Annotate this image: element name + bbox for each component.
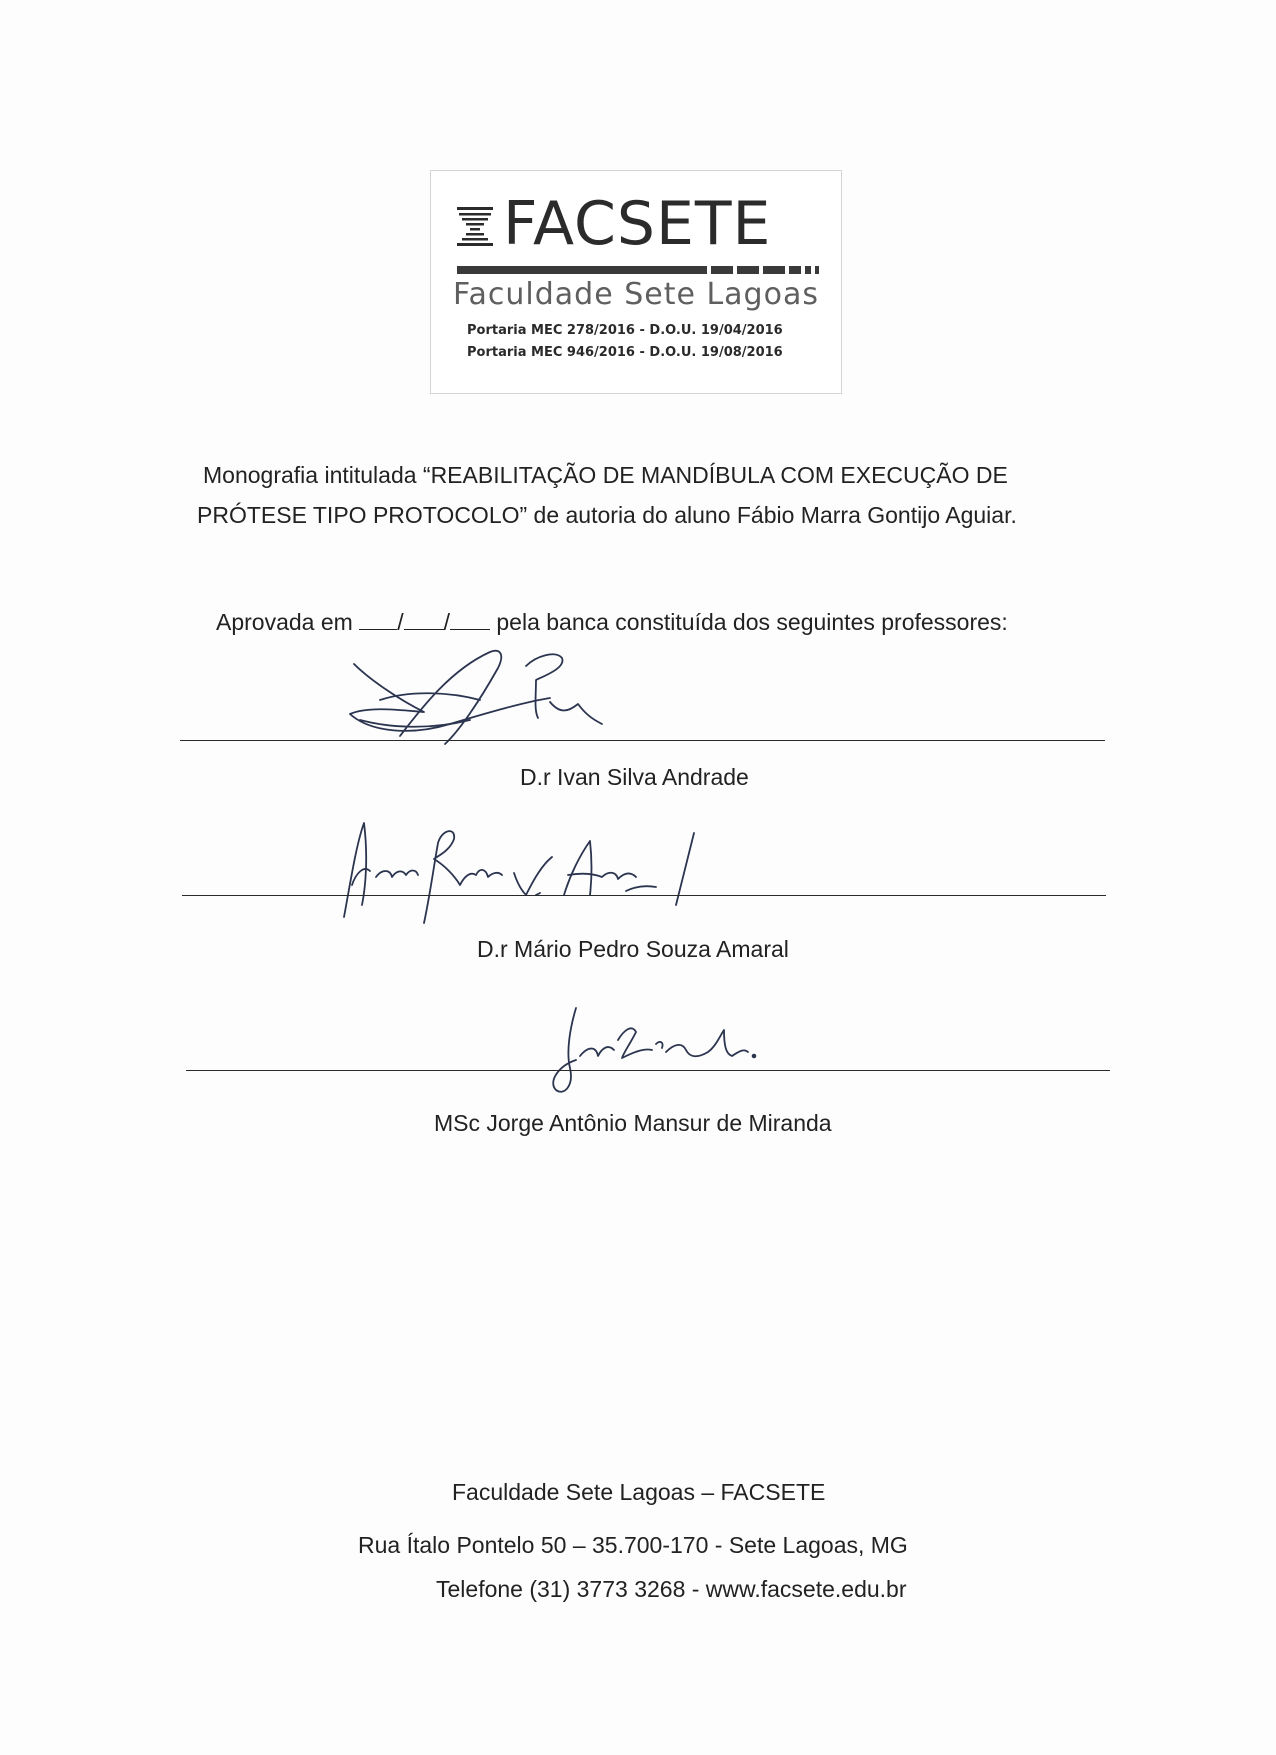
approval-separator-1: /	[397, 609, 404, 635]
signature-ivan-silva-andrade	[340, 640, 680, 750]
examiner-name-2: D.r Mário Pedro Souza Amaral	[477, 936, 789, 962]
logo-portaria-1: Portaria MEC 278/2016 - D.O.U. 19/04/2016	[467, 323, 783, 338]
logo-wordmark: FACSETE	[503, 189, 772, 259]
approval-prefix: Aprovada em	[216, 609, 353, 635]
footer-address: Rua Ítalo Pontelo 50 – 35.700-170 - Sete Lagoas, MG	[358, 1532, 908, 1558]
examiner-name-1: D.r Ivan Silva Andrade	[520, 764, 749, 790]
signature-jorge-antonio-mansur-de-miranda	[540, 1000, 780, 1100]
approval-separator-2: /	[443, 609, 450, 635]
signature-mario-pedro-souza-amaral	[330, 815, 710, 925]
signature-line-3	[186, 1070, 1110, 1071]
signature-line-2	[182, 895, 1106, 896]
footer-contact: Telefone (31) 3773 3268 - www.facsete.edu.br	[436, 1576, 907, 1602]
approval-day-blank[interactable]	[359, 609, 397, 630]
facsete-logo	[430, 170, 842, 394]
logo-subtitle: Faculdade Sete Lagoas	[453, 277, 819, 312]
approval-year-blank[interactable]	[450, 609, 490, 630]
approval-statement	[216, 607, 1008, 637]
facsete-emblem-icon	[457, 207, 493, 247]
logo-portaria-2: Portaria MEC 946/2016 - D.O.U. 19/08/2016	[467, 345, 783, 360]
approval-month-blank[interactable]	[404, 609, 444, 630]
monograph-title-line-1: Monografia intitulada “REABILITAÇÃO DE MANDÍBULA COM EXECUÇÃO DE	[203, 462, 1008, 488]
examiner-name-3: MSc Jorge Antônio Mansur de Miranda	[434, 1110, 832, 1136]
logo-divider-bar	[457, 266, 819, 274]
signature-line-1	[180, 740, 1105, 741]
monograph-title-line-2: PRÓTESE TIPO PROTOCOLO” de autoria do aluno Fábio Marra Gontijo Aguiar.	[197, 502, 1017, 528]
footer-institution: Faculdade Sete Lagoas – FACSETE	[452, 1479, 826, 1505]
approval-suffix: pela banca constituída dos seguintes professores:	[496, 609, 1008, 635]
